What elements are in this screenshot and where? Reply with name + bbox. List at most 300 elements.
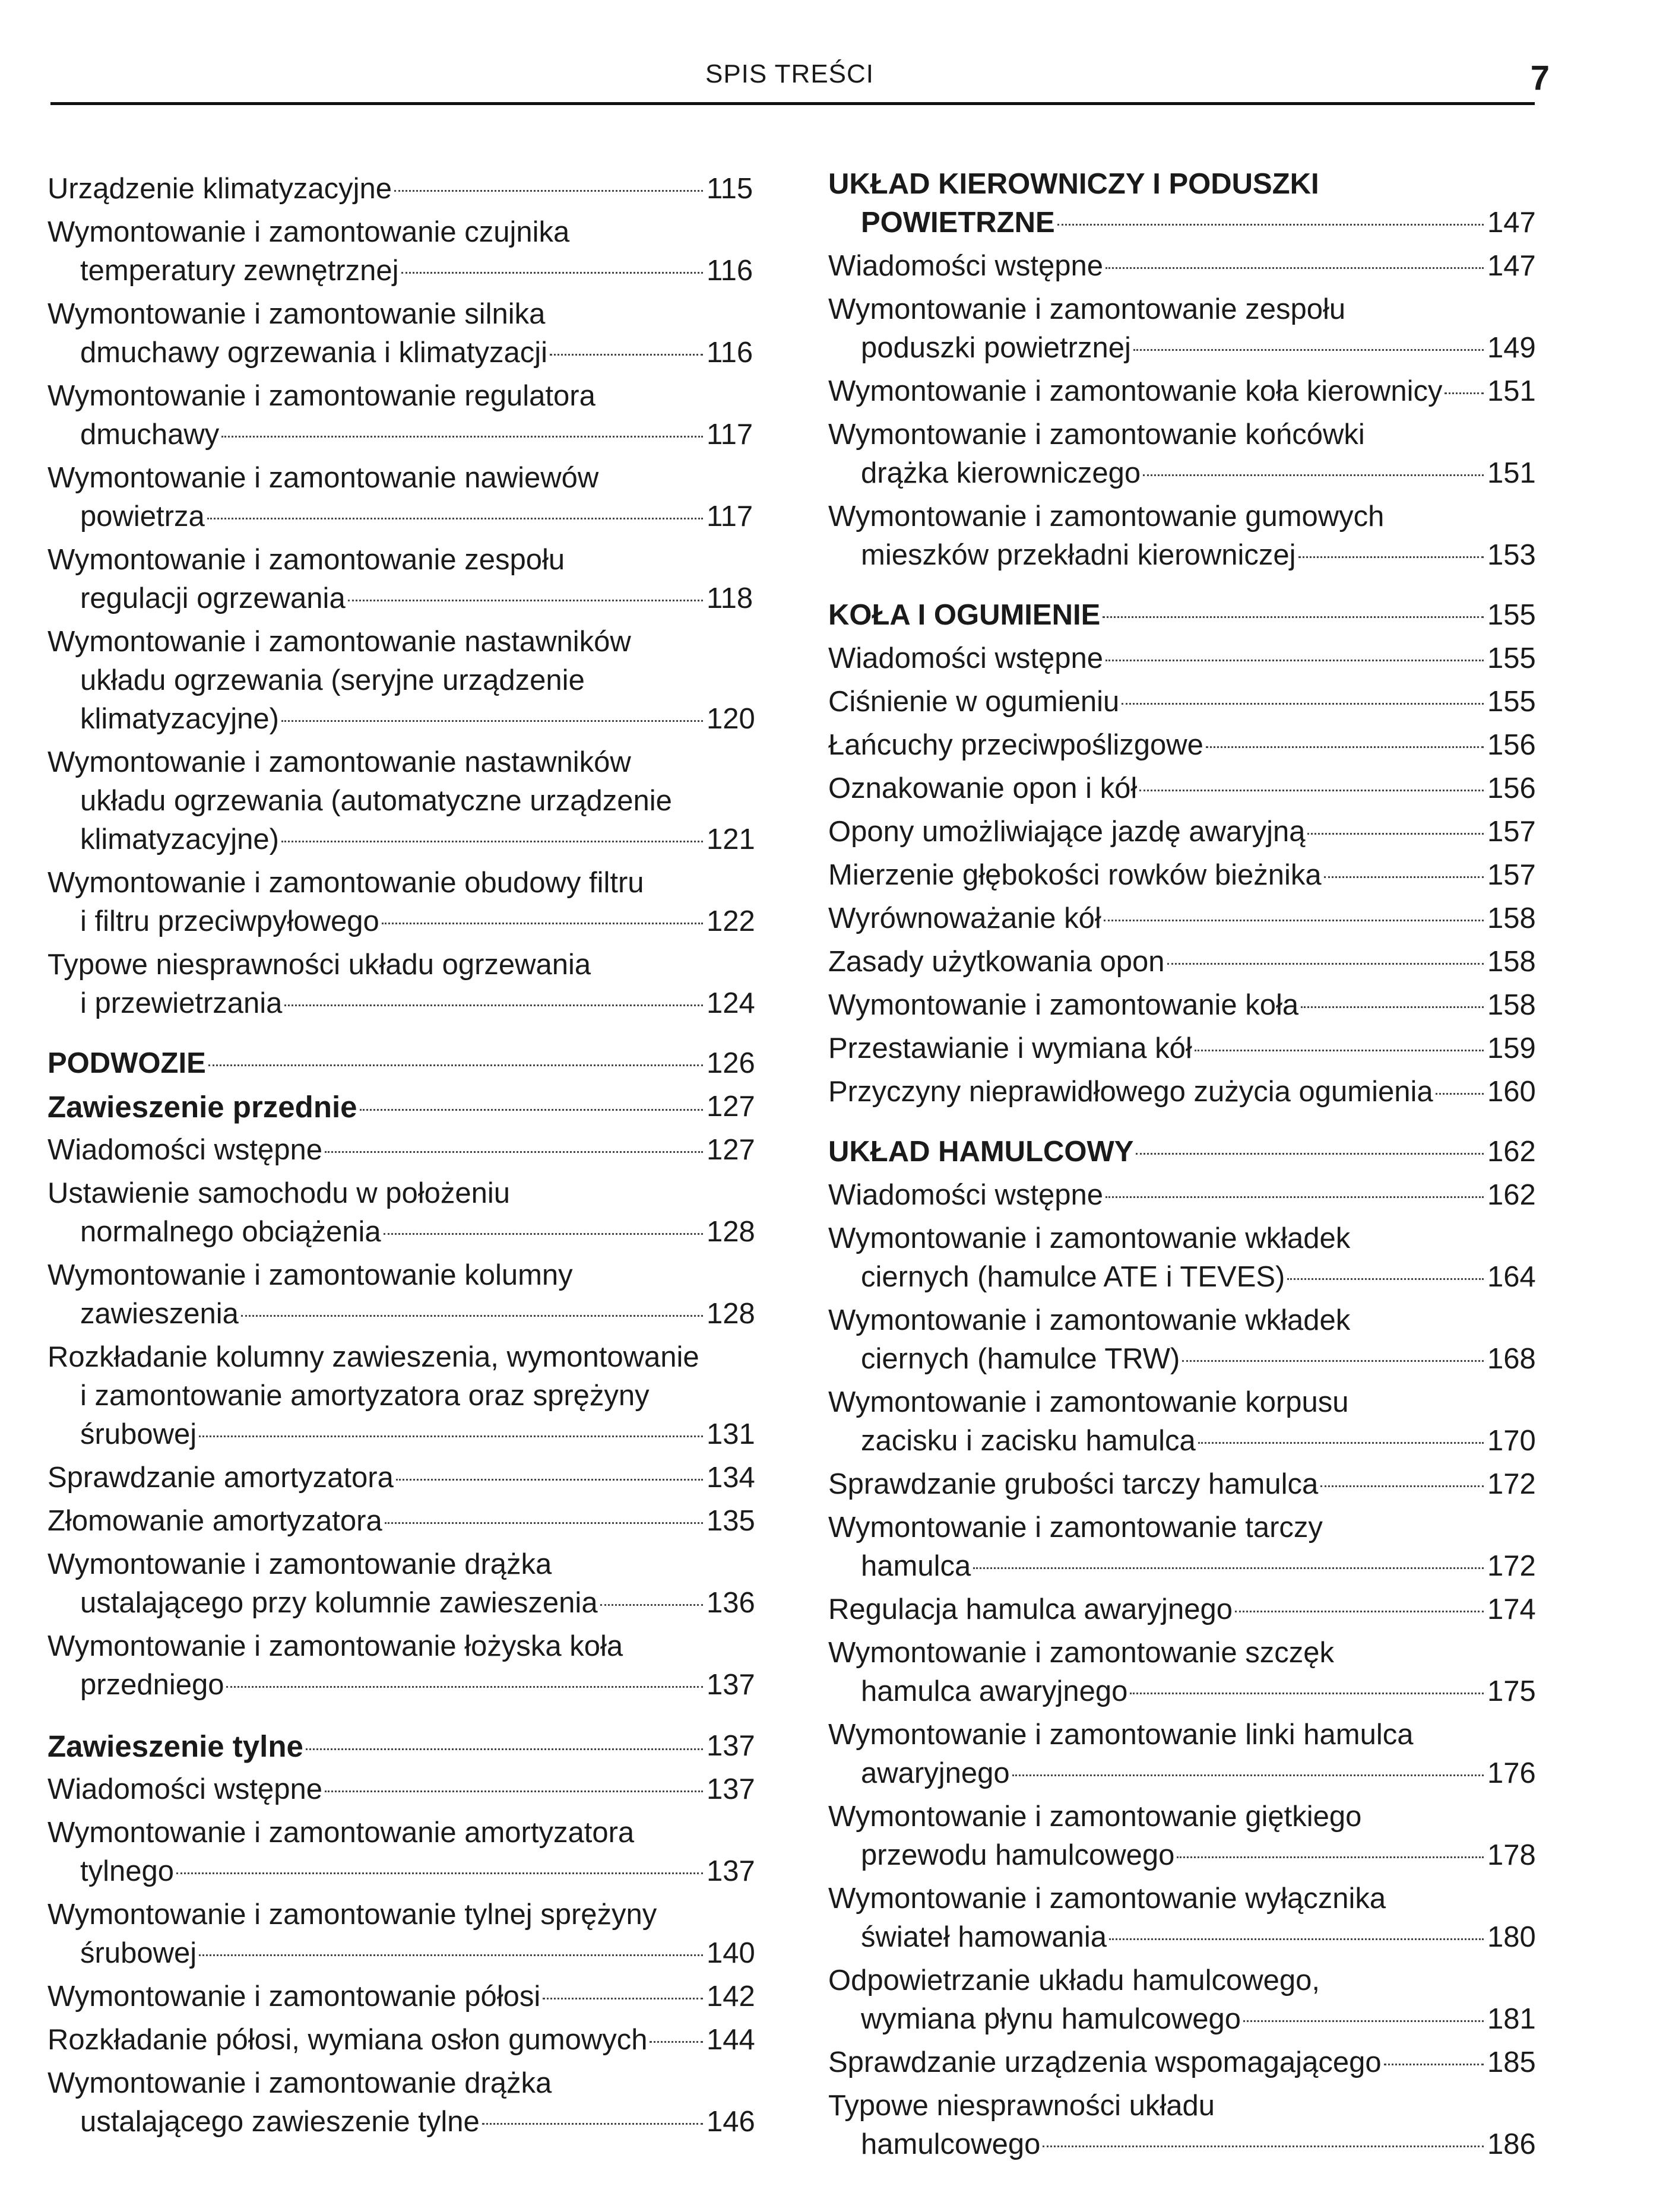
dot-leader xyxy=(306,1748,703,1750)
toc-entry xyxy=(47,2021,755,2059)
toc-entry-line: Wymontowanie i zamontowanie zespołu xyxy=(828,293,1346,325)
dot-leader xyxy=(396,1479,703,1481)
toc-left-column xyxy=(47,165,755,2141)
toc-entry xyxy=(828,1301,1536,1378)
toc-entry-line: ciernych (hamulce ATE i TEVES) xyxy=(828,1258,1487,1297)
toc-entry-title xyxy=(47,1044,707,1083)
toc-entry xyxy=(47,1627,755,1704)
dot-leader xyxy=(1177,1856,1484,1858)
dot-leader xyxy=(1198,1442,1484,1444)
dot-leader xyxy=(1324,876,1484,878)
toc-entry-line: Wymontowanie i zamontowanie amortyzatora xyxy=(47,1817,635,1849)
toc-entry-line: Typowe niesprawności układu xyxy=(828,2090,1215,2122)
toc-entry-line: Odpowietrzanie układu hamulcowego, xyxy=(828,1964,1320,1996)
toc-page-number: 142 xyxy=(707,1980,755,2013)
toc-entry-line: Regulacja hamulca awaryjnego xyxy=(828,1590,1487,1629)
toc-page-number: 158 xyxy=(1487,902,1536,934)
toc-entry-line: Ciśnienie w ogumieniu xyxy=(828,683,1487,721)
toc-entry xyxy=(828,416,1536,493)
toc-entry-line: Wymontowanie i zamontowanie gumowych xyxy=(828,500,1385,533)
page-number: 7 xyxy=(1530,59,1550,97)
toc-entry-line: Złomowanie amortyzatora xyxy=(47,1502,707,1541)
toc-entry-title xyxy=(828,813,1487,851)
toc-entry-line: Zawieszenie przednie xyxy=(47,1088,707,1126)
toc-entry-line: przewodu hamulcowego xyxy=(828,1836,1487,1875)
toc-entry-line: klimatyzacyjne) xyxy=(47,820,707,859)
toc-page-number: 136 xyxy=(707,1587,755,1619)
toc-entry-line: Zasady użytkowania opon xyxy=(828,943,1487,981)
toc-entry xyxy=(828,1880,1536,1957)
toc-entry xyxy=(47,864,755,941)
toc-entry xyxy=(828,497,1536,575)
toc-entry-line: Wymontowanie i zamontowanie wkładek xyxy=(828,1304,1351,1336)
toc-entry-line: awaryjnego xyxy=(828,1754,1487,1793)
toc-entry xyxy=(828,2043,1536,2082)
toc-entry-line: tylnego xyxy=(47,1852,707,1891)
toc-entry xyxy=(828,856,1536,895)
toc-entry-line: Wymontowanie i zamontowanie silnika xyxy=(47,298,546,330)
toc-right-column xyxy=(828,165,1536,2164)
toc-page-number: 137 xyxy=(707,1730,755,1762)
toc-entry-title xyxy=(828,416,1487,493)
toc-page-number: 147 xyxy=(1487,207,1536,239)
toc-entry-line: Wymontowanie i zamontowanie łożyska koła xyxy=(47,1630,623,1662)
toc-page-number: 186 xyxy=(1487,2128,1536,2160)
toc-entry-title xyxy=(828,1383,1487,1460)
toc-entry xyxy=(828,1716,1536,1793)
toc-entry xyxy=(47,1459,755,1497)
toc-entry-title xyxy=(47,743,707,859)
toc-entry-title xyxy=(828,856,1487,895)
toc-entry-line: ustalającego przy kolumnie zawieszenia xyxy=(47,1584,707,1622)
toc-entry-title xyxy=(828,165,1487,242)
toc-entry-title xyxy=(47,1088,707,1126)
toc-page-number: 124 xyxy=(707,987,755,1019)
dot-leader xyxy=(221,436,703,438)
toc-entry-line: Wiadomości wstępne xyxy=(47,1770,707,1809)
toc-subsection-heading xyxy=(47,1727,755,1766)
dot-leader xyxy=(1445,392,1484,394)
dot-leader xyxy=(1057,224,1484,226)
toc-entry-line: Wymontowanie i zamontowanie wyłącznika xyxy=(828,1883,1386,1915)
toc-page-number: 172 xyxy=(1487,1550,1536,1582)
dot-leader xyxy=(1167,963,1484,965)
dot-leader xyxy=(482,2123,703,2125)
toc-entry-title xyxy=(828,769,1487,808)
toc-page-number: 159 xyxy=(1487,1032,1536,1064)
toc-page-number: 158 xyxy=(1487,989,1536,1021)
toc-entry-line: PODWOZIE xyxy=(47,1044,707,1083)
toc-entry-line: Wymontowanie i zamontowanie półosi xyxy=(47,1978,707,2016)
toc-page-number: 176 xyxy=(1487,1757,1536,1789)
toc-entry-title xyxy=(828,1716,1487,1793)
toc-entry xyxy=(828,1465,1536,1504)
toc-entry-title xyxy=(828,247,1487,286)
toc-entry-line: temperatury zewnętrznej xyxy=(47,252,707,290)
dot-leader xyxy=(325,1151,703,1153)
toc-page-number: 160 xyxy=(1487,1076,1536,1108)
toc-entry-line: Ustawienie samochodu w położeniu xyxy=(47,1177,510,1209)
toc-page-number: 174 xyxy=(1487,1593,1536,1625)
toc-page-number: 170 xyxy=(1487,1425,1536,1457)
toc-entry-line: Wymontowanie i zamontowanie szczęk xyxy=(828,1637,1334,1669)
toc-page-number: 118 xyxy=(707,582,753,614)
toc-entry-title xyxy=(828,1219,1487,1297)
toc-entry-line: Wymontowanie i zamontowanie koła kierownicy xyxy=(828,372,1487,411)
toc-page-number: 162 xyxy=(1487,1179,1536,1211)
toc-entry-title xyxy=(828,2043,1487,2082)
toc-entry-line: Wyrównoważanie kół xyxy=(828,899,1487,938)
toc-page-number: 131 xyxy=(707,1418,755,1450)
toc-entry-line: świateł hamowania xyxy=(828,1918,1487,1957)
toc-entry-title xyxy=(828,1176,1487,1215)
toc-page-number: 144 xyxy=(707,2024,755,2056)
toc-entry-title xyxy=(828,943,1487,981)
dot-leader xyxy=(550,354,703,356)
dot-leader xyxy=(1109,1938,1484,1940)
dot-leader xyxy=(1106,267,1484,269)
dot-leader xyxy=(1130,1693,1484,1694)
toc-entry-line: Przyczyny nieprawidłowego zużycia ogumienia xyxy=(828,1073,1487,1111)
toc-entry-title xyxy=(828,986,1487,1025)
toc-entry-title xyxy=(828,1029,1487,1068)
toc-page-number: 126 xyxy=(707,1047,755,1079)
dot-leader xyxy=(208,1064,703,1066)
toc-entry-title xyxy=(828,1798,1487,1875)
toc-page-number: 117 xyxy=(707,500,753,533)
toc-section-heading xyxy=(47,1044,755,1083)
toc-entry-line: śrubowej xyxy=(47,1415,707,1454)
toc-entry-title xyxy=(828,1465,1487,1504)
toc-entry-title xyxy=(828,1634,1487,1711)
toc-entry-title xyxy=(47,1978,707,2016)
toc-page-number: 153 xyxy=(1487,539,1536,571)
toc-page-number: 172 xyxy=(1487,1468,1536,1500)
toc-page-number: 155 xyxy=(1487,686,1536,718)
toc-entry-line: hamulcowego xyxy=(828,2125,1487,2164)
toc-entry-title xyxy=(47,1627,707,1704)
toc-page-number: 151 xyxy=(1487,457,1536,489)
dot-leader xyxy=(348,600,703,601)
toc-entry-line: UKŁAD HAMULCOWY xyxy=(828,1133,1487,1171)
toc-entry-title xyxy=(828,1133,1487,1171)
toc-entry-line: układu ogrzewania (automatyczne urządzenie xyxy=(80,785,672,817)
toc-entry-line: Wymontowanie i zamontowanie drążka xyxy=(47,1548,552,1580)
toc-entry xyxy=(828,1219,1536,1297)
toc-entry-line: Wymontowanie i zamontowanie drążka xyxy=(47,2067,552,2099)
toc-entry-line: Typowe niesprawności układu ogrzewania xyxy=(47,949,591,981)
toc-entry-title xyxy=(828,899,1487,938)
toc-entry xyxy=(828,639,1536,678)
toc-entry-line: Opony umożliwiające jazdę awaryjną xyxy=(828,813,1487,851)
toc-entry-line: i przewietrzania xyxy=(47,984,707,1023)
toc-entry-line: hamulca awaryjnego xyxy=(828,1672,1487,1711)
dot-leader xyxy=(1043,2146,1484,2147)
toc-entry-title xyxy=(828,639,1487,678)
toc-entry-title xyxy=(47,1174,707,1251)
toc-entry-line: Oznakowanie opon i kół xyxy=(828,769,1487,808)
toc-entry-title xyxy=(47,295,707,372)
toc-entry xyxy=(828,813,1536,851)
toc-entry-line: klimatyzacyjne) xyxy=(47,700,707,739)
toc-entry-title xyxy=(47,170,707,208)
dot-leader xyxy=(382,923,703,924)
toc-entry-line: Wymontowanie i zamontowanie regulatora xyxy=(47,380,595,412)
toc-entry-title xyxy=(47,623,707,739)
toc-page-number: 134 xyxy=(707,1462,755,1494)
toc-section-heading xyxy=(828,1133,1536,1171)
toc-entry-line: Wymontowanie i zamontowanie tarczy xyxy=(828,1511,1323,1544)
toc-section-heading xyxy=(828,596,1536,635)
toc-entry-line: UKŁAD KIEROWNICZY I PODUSZKI xyxy=(828,168,1319,200)
toc-entry-line: regulacji ogrzewania xyxy=(47,579,707,618)
dot-leader xyxy=(1136,1153,1484,1155)
toc-entry xyxy=(47,541,751,618)
toc-page-number: 156 xyxy=(1487,772,1536,804)
toc-entry xyxy=(47,1770,755,1809)
toc-page-number: 116 xyxy=(707,255,753,287)
dot-leader xyxy=(1320,1485,1484,1487)
dot-leader xyxy=(1012,1774,1484,1776)
toc-page-number: 122 xyxy=(707,905,755,937)
dot-leader xyxy=(1103,616,1484,618)
dot-leader xyxy=(360,1109,703,1111)
toc-entry-line: przedniego xyxy=(47,1666,707,1704)
toc-entry xyxy=(828,290,1536,367)
toc-page-number: 137 xyxy=(707,1855,755,1887)
dot-leader xyxy=(1243,2020,1484,2022)
toc-entry-title xyxy=(828,726,1487,765)
toc-entry-title xyxy=(47,1338,707,1454)
toc-entry-title xyxy=(47,459,707,536)
toc-page-number: 147 xyxy=(1487,250,1536,282)
toc-entry-title xyxy=(47,1256,707,1333)
dot-leader xyxy=(281,720,703,722)
toc-page-number: 146 xyxy=(707,2106,755,2138)
toc-entry-line: Sprawdzanie amortyzatora xyxy=(47,1459,707,1497)
toc-entry-title xyxy=(47,1545,707,1622)
toc-entry xyxy=(47,459,751,536)
dot-leader xyxy=(1436,1093,1484,1095)
toc-page-number: 127 xyxy=(707,1134,755,1166)
toc-entry-title xyxy=(47,864,707,941)
toc-page-number: 157 xyxy=(1487,859,1536,891)
toc-entry xyxy=(47,1978,755,2016)
toc-entry xyxy=(828,1590,1536,1629)
toc-page-number: 185 xyxy=(1487,2046,1536,2078)
toc-page-number: 168 xyxy=(1487,1343,1536,1375)
dot-leader xyxy=(1287,1278,1484,1280)
toc-entry-line: Wymontowanie i zamontowanie tylnej sprężyny xyxy=(47,1899,657,1931)
toc-entry-line: Wymontowanie i zamontowanie kolumny xyxy=(47,1259,573,1291)
toc-page-number: 128 xyxy=(707,1298,755,1330)
toc-entry-title xyxy=(47,1727,707,1766)
dot-leader xyxy=(241,1315,703,1317)
toc-entry xyxy=(828,986,1536,1025)
dot-leader xyxy=(1133,349,1484,351)
toc-entry-title xyxy=(47,946,707,1023)
dot-leader xyxy=(226,1686,703,1688)
toc-entry xyxy=(828,899,1536,938)
toc-entry-line: Wymontowanie i zamontowanie obudowy filtru xyxy=(47,867,644,899)
toc-entry-line: Wymontowanie i zamontowanie czujnika xyxy=(47,216,570,248)
toc-page-number: 116 xyxy=(707,337,753,369)
toc-entry-line: Rozkładanie kolumny zawieszenia, wymontowanie xyxy=(47,1341,699,1373)
toc-entry xyxy=(828,1634,1536,1711)
toc-entry-line: drążka kierowniczego xyxy=(828,454,1487,493)
toc-entry-line: Wymontowanie i zamontowanie wkładek xyxy=(828,1222,1351,1254)
toc-page-number: 120 xyxy=(707,703,755,735)
toc-entry-line: ciernych (hamulce TRW) xyxy=(828,1340,1487,1378)
toc-entry-line: Przestawianie i wymiana kół xyxy=(828,1029,1487,1068)
toc-page-number: 151 xyxy=(1487,375,1536,407)
dot-leader xyxy=(973,1567,1484,1569)
toc-entry-line: Wymontowanie i zamontowanie nastawników xyxy=(47,746,631,778)
dot-leader xyxy=(1122,703,1484,705)
toc-entry xyxy=(828,1176,1536,1215)
toc-entry-line: dmuchawy ogrzewania i klimatyzacji xyxy=(47,334,707,372)
toc-entry-title xyxy=(828,497,1487,575)
toc-entry xyxy=(47,743,755,859)
dot-leader xyxy=(284,1004,703,1006)
toc-page-number: 175 xyxy=(1487,1675,1536,1707)
dot-leader xyxy=(1206,746,1484,748)
toc-page-number: 137 xyxy=(707,1773,755,1805)
toc-entry xyxy=(47,1131,755,1170)
toc-entry-line: zawieszenia xyxy=(47,1295,707,1333)
dot-leader xyxy=(1384,2064,1484,2065)
toc-entry xyxy=(47,295,751,372)
toc-entry xyxy=(828,2087,1536,2164)
dot-leader xyxy=(1104,920,1484,921)
toc-entry-title xyxy=(47,1896,707,1973)
dot-leader xyxy=(543,1998,703,1999)
toc-entry-line: Wymontowanie i zamontowanie koła xyxy=(828,986,1487,1025)
toc-entry xyxy=(47,2064,755,2141)
toc-entry-line: zacisku i zacisku hamulca xyxy=(828,1422,1487,1460)
toc-entry-line: Wymontowanie i zamontowanie końcówki xyxy=(828,419,1365,451)
dot-leader xyxy=(1182,1360,1484,1362)
toc-entry-line: Wymontowanie i zamontowanie nastawników xyxy=(47,626,631,658)
toc-entry-title xyxy=(828,1590,1487,1629)
toc-page-number: 135 xyxy=(707,1505,755,1537)
toc-entry-title xyxy=(828,683,1487,721)
toc-entry-title xyxy=(828,372,1487,411)
toc-entry xyxy=(47,377,751,454)
dot-leader xyxy=(1139,790,1484,791)
toc-page-number: 121 xyxy=(707,823,755,855)
dot-leader xyxy=(1307,833,1484,835)
toc-entry-line: Rozkładanie półosi, wymiana osłon gumowych xyxy=(47,2021,707,2059)
toc-entry xyxy=(47,1174,755,1251)
toc-entry xyxy=(828,1961,1536,2039)
toc-entry-line: Wymontowanie i zamontowanie giętkiego xyxy=(828,1801,1362,1833)
toc-entry xyxy=(47,1814,755,1891)
toc-entry-title xyxy=(47,2021,707,2059)
dot-leader xyxy=(325,1790,703,1792)
toc-entry-line: poduszki powietrznej xyxy=(828,329,1487,367)
dot-leader xyxy=(600,1604,703,1606)
dot-leader xyxy=(199,1435,703,1437)
dot-leader xyxy=(394,190,703,192)
toc-entry-line: Wiadomości wstępne xyxy=(47,1131,707,1170)
toc-entry-line: Wymontowanie i zamontowanie korpusu xyxy=(828,1386,1349,1418)
toc-entry-line: hamulca xyxy=(828,1547,1487,1586)
toc-entry-title xyxy=(828,596,1487,635)
toc-page-number: 155 xyxy=(1487,599,1536,631)
toc-entry xyxy=(828,372,1536,411)
toc-entry-line: śrubowej xyxy=(47,1934,707,1973)
toc-entry-line: układu ogrzewania (seryjne urządzenie xyxy=(80,664,585,696)
toc-entry xyxy=(828,247,1536,286)
toc-page-number: 178 xyxy=(1487,1839,1536,1871)
header-divider xyxy=(50,102,1535,105)
toc-entry-title xyxy=(47,1131,707,1170)
toc-entry-line: Zawieszenie tylne xyxy=(47,1727,707,1766)
toc-entry-line: powietrza xyxy=(47,497,707,536)
toc-entry-title xyxy=(828,1301,1487,1378)
toc-entry xyxy=(47,1256,755,1333)
dot-leader xyxy=(1301,1006,1484,1008)
toc-entry xyxy=(828,1383,1536,1460)
toc-entry-title xyxy=(47,377,707,454)
dot-leader xyxy=(384,1233,703,1235)
toc-page-number: 158 xyxy=(1487,946,1536,978)
dot-leader xyxy=(199,1954,703,1956)
toc-entry-line: i zamontowanie amortyzatora oraz sprężyny xyxy=(80,1380,650,1412)
toc-entry-title xyxy=(828,290,1487,367)
toc-entry-line: Wiadomości wstępne xyxy=(828,1176,1487,1215)
toc-entry-line: Wymontowanie i zamontowanie zespołu xyxy=(47,544,565,576)
toc-page-number: 156 xyxy=(1487,729,1536,761)
dot-leader xyxy=(1106,1196,1484,1198)
toc-entry xyxy=(828,1073,1536,1111)
toc-entry-title xyxy=(828,2087,1487,2164)
toc-page-number: 180 xyxy=(1487,1921,1536,1953)
toc-entry xyxy=(828,943,1536,981)
dot-leader xyxy=(207,518,703,519)
dot-leader xyxy=(401,272,703,274)
toc-entry xyxy=(47,1545,755,1622)
toc-entry-line: Wymontowanie i zamontowanie nawiewów xyxy=(47,462,599,494)
dot-leader xyxy=(176,1872,703,1874)
toc-page-number: 162 xyxy=(1487,1136,1536,1168)
toc-entry-title xyxy=(47,1502,707,1541)
toc-entry-line: POWIETRZNE xyxy=(828,204,1487,242)
toc-entry xyxy=(47,213,751,290)
toc-entry-line: Wiadomości wstępne xyxy=(828,639,1487,678)
toc-entry-title xyxy=(47,1770,707,1809)
toc-entry-title xyxy=(47,541,707,618)
toc-entry-line: Łańcuchy przeciwpoślizgowe xyxy=(828,726,1487,765)
toc-entry xyxy=(47,170,751,208)
dot-leader xyxy=(281,841,703,842)
running-header: SPIS TREŚCI xyxy=(705,59,875,88)
toc-entry-line: Sprawdzanie urządzenia wspomagającego xyxy=(828,2043,1487,2082)
dot-leader xyxy=(1298,556,1484,558)
toc-entry-title xyxy=(828,1509,1487,1586)
toc-entry-line: Wiadomości wstępne xyxy=(828,247,1487,286)
toc-entry-title xyxy=(47,2064,707,2141)
toc-page-number: 155 xyxy=(1487,642,1536,674)
dot-leader xyxy=(650,2041,703,2043)
toc-entry xyxy=(47,1338,755,1454)
toc-entry-line: Wymontowanie i zamontowanie linki hamulca xyxy=(828,1719,1414,1751)
toc-entry xyxy=(828,769,1536,808)
toc-page-number: 127 xyxy=(707,1091,755,1123)
toc-entry-line: wymiana płynu hamulcowego xyxy=(828,2000,1487,2039)
toc-entry-line: Mierzenie głębokości rowków bieżnika xyxy=(828,856,1487,895)
